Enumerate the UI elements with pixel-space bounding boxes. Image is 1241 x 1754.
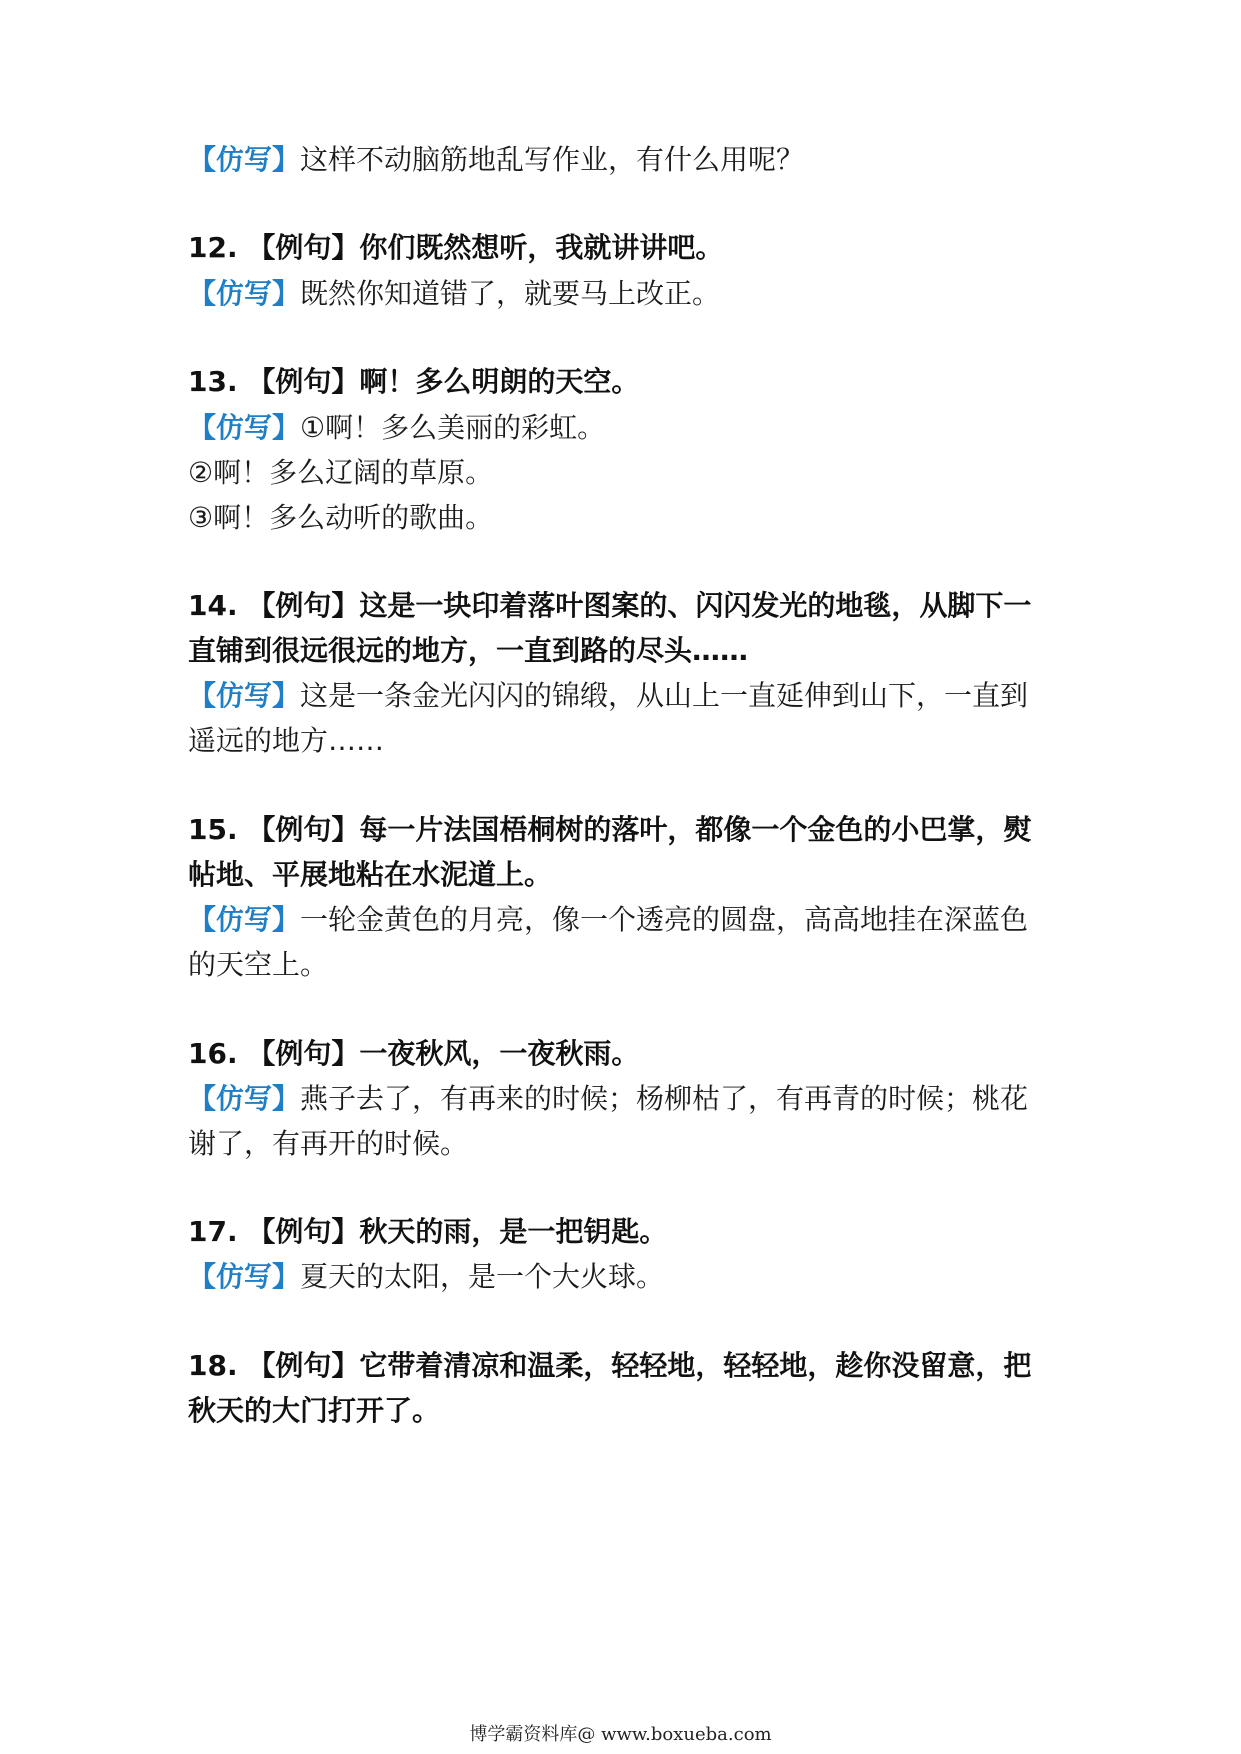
item-14-imitate-line2 — [188, 723, 384, 759]
item-15-imitate-line2 — [188, 947, 328, 983]
item-number: 17. — [188, 1215, 238, 1248]
example-text: 这是一块印着落叶图案的、闪闪发光的地毯，从脚下一 — [359, 589, 1032, 622]
imitate-text: 燕子去了，有再来的时候；杨柳枯了，有再青的时候；桃花 — [300, 1082, 1029, 1115]
item-14-example-line2 — [188, 633, 748, 669]
imitate-text: 遥远的地方…… — [188, 724, 385, 757]
imitate-tag: 【仿写】 — [188, 1082, 301, 1115]
item-15-example-line2 — [188, 857, 552, 893]
imitate-text: ①啊！多么美丽的彩虹。 — [300, 411, 606, 444]
imitate-text: 夏天的太阳，是一个大火球。 — [300, 1260, 665, 1293]
example-tag: 【例句】 — [247, 589, 360, 622]
imitate-text: 一轮金黄色的月亮，像一个透亮的圆盘，高高地挂在深蓝色 — [300, 903, 1029, 936]
example-text: 秋天的雨，是一把钥匙。 — [359, 1215, 668, 1248]
imitate-text: ③啊！多么动听的歌曲。 — [188, 501, 494, 534]
item-13-imitate-3 — [188, 500, 493, 536]
example-tag: 【例句】 — [247, 1349, 360, 1382]
example-text: 一夜秋风，一夜秋雨。 — [359, 1037, 640, 1070]
imitate-tag: 【仿写】 — [188, 903, 301, 936]
footer-watermark: 博学霸资料库@ www.boxueba.com — [469, 1724, 772, 1745]
example-tag: 【例句】 — [247, 365, 360, 398]
item-18-example-line2 — [188, 1393, 440, 1429]
item-number: 16. — [188, 1037, 238, 1070]
imitate-tag: 【仿写】 — [188, 679, 301, 712]
item-13-imitate-2 — [188, 455, 493, 491]
imitate-tag: 【仿写】 — [188, 277, 301, 310]
item-number: 12. — [188, 231, 238, 264]
item-17-example — [188, 1214, 667, 1250]
imitate-tag: 【仿写】 — [188, 1260, 301, 1293]
item-15-imitate — [188, 902, 1028, 938]
item-13-example — [188, 364, 639, 400]
example-tag: 【例句】 — [247, 813, 360, 846]
imitate-tag: 【仿写】 — [188, 411, 301, 444]
item-17-imitate — [188, 1259, 664, 1295]
imitate-text: ②啊！多么辽阔的草原。 — [188, 456, 494, 489]
example-tag: 【例句】 — [247, 1215, 360, 1248]
item-16-example — [188, 1036, 639, 1072]
item-number: 14. — [188, 589, 238, 622]
example-text: 啊！多么明朗的天空。 — [359, 365, 640, 398]
item-16-imitate — [188, 1081, 1028, 1117]
item-number: 18. — [188, 1349, 238, 1382]
example-text: 秋天的大门打开了。 — [188, 1394, 441, 1427]
item-12-example — [188, 230, 723, 266]
item-number: 13. — [188, 365, 238, 398]
example-tag: 【例句】 — [247, 231, 360, 264]
item-18-example — [188, 1348, 1031, 1384]
imitate-text: 这样不动脑筋地乱写作业，有什么用呢？ — [300, 143, 805, 176]
item-15-example — [188, 812, 1031, 848]
item-14-imitate — [188, 678, 1028, 714]
item-16-imitate-line2 — [188, 1126, 468, 1162]
item-number: 15. — [188, 813, 238, 846]
example-text: 每一片法国梧桐树的落叶，都像一个金色的小巴掌，熨 — [359, 813, 1032, 846]
example-text: 帖地、平展地粘在水泥道上。 — [188, 858, 553, 891]
imitate-text: 谢了，有再开的时候。 — [188, 1127, 469, 1160]
imitate-tag: 【仿写】 — [188, 143, 301, 176]
imitate-text: 既然你知道错了，就要马上改正。 — [300, 277, 721, 310]
imitate-text: 这是一条金光闪闪的锦缎，从山上一直延伸到山下，一直到 — [300, 679, 1029, 712]
example-tag: 【例句】 — [247, 1037, 360, 1070]
item-11-imitate — [188, 142, 804, 178]
item-14-example — [188, 588, 1031, 624]
item-12-imitate — [188, 276, 720, 312]
imitate-text: 的天空上。 — [188, 948, 329, 981]
example-text: 你们既然想听，我就讲讲吧。 — [359, 231, 724, 264]
example-text: 直铺到很远很远的地方，一直到路的尽头…… — [188, 634, 749, 667]
example-text: 它带着清凉和温柔，轻轻地，轻轻地，趁你没留意，把 — [359, 1349, 1032, 1382]
item-13-imitate — [188, 410, 605, 446]
